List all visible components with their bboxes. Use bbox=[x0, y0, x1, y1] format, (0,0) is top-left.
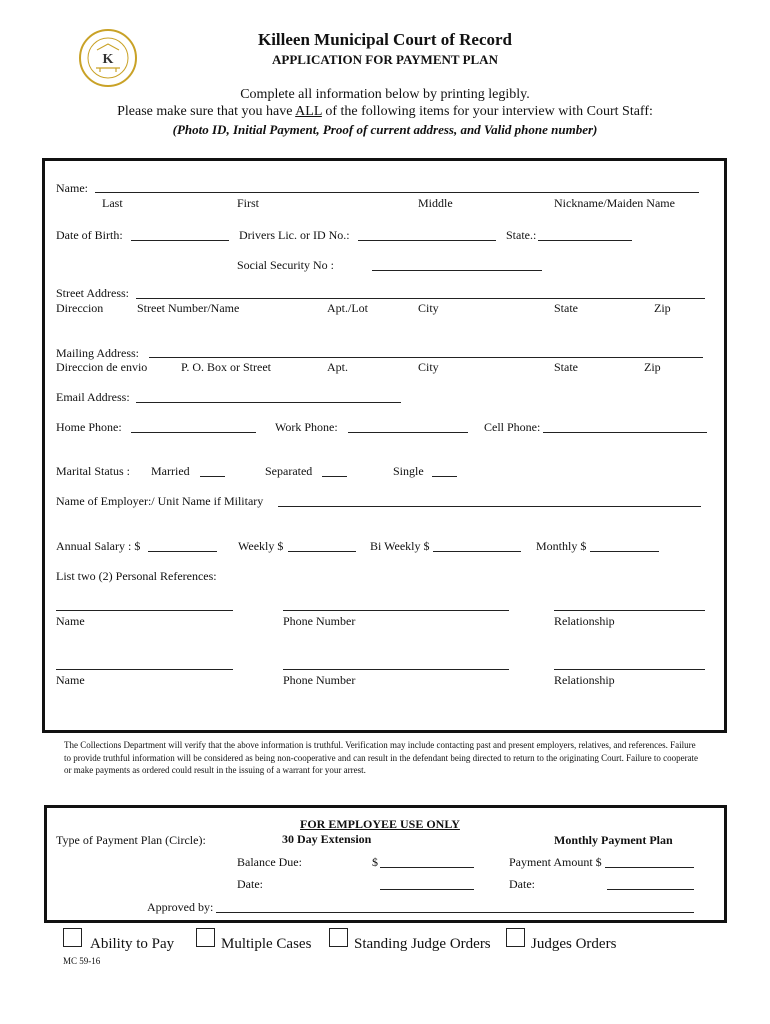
ref2-relationship-field[interactable] bbox=[554, 669, 705, 670]
cell-phone-field[interactable] bbox=[543, 432, 707, 433]
payment-amount-field[interactable] bbox=[605, 867, 694, 868]
date-label-left: Date: bbox=[237, 877, 263, 891]
mailing-sub-apt: Apt. bbox=[327, 360, 348, 374]
name-field[interactable] bbox=[95, 192, 699, 193]
single-field[interactable] bbox=[432, 476, 457, 477]
biweekly-field[interactable] bbox=[433, 551, 521, 552]
employer-field[interactable] bbox=[278, 506, 701, 507]
ref2-phone-field[interactable] bbox=[283, 669, 509, 670]
street-label: Street Address: bbox=[56, 286, 129, 300]
married-label: Married bbox=[151, 464, 190, 478]
separated-field[interactable] bbox=[322, 476, 347, 477]
name-sub-last: Last bbox=[102, 196, 123, 210]
work-phone-label: Work Phone: bbox=[275, 420, 338, 434]
approved-by-field[interactable] bbox=[216, 912, 694, 913]
state-field[interactable] bbox=[538, 240, 632, 241]
ref1-relationship-sub: Relationship bbox=[554, 614, 615, 628]
cell-phone-label: Cell Phone: bbox=[484, 420, 541, 434]
form-subtitle: APPLICATION FOR PAYMENT PLAN bbox=[272, 52, 498, 67]
employee-use-title: FOR EMPLOYEE USE ONLY bbox=[300, 817, 460, 831]
mailing-sub-state: State bbox=[554, 360, 578, 374]
married-field[interactable] bbox=[200, 476, 225, 477]
employer-label: Name of Employer:/ Unit Name if Military bbox=[56, 494, 264, 508]
monthly-field[interactable] bbox=[590, 551, 659, 552]
state-label: State.: bbox=[506, 228, 537, 242]
home-phone-label: Home Phone: bbox=[56, 420, 122, 434]
balance-due-field[interactable] bbox=[380, 867, 474, 868]
judges-orders-label: Judges Orders bbox=[531, 936, 617, 952]
single-label: Single bbox=[393, 464, 424, 478]
svg-text:K: K bbox=[102, 52, 114, 67]
ref2-phone-sub: Phone Number bbox=[283, 673, 356, 687]
court-name: Killeen Municipal Court of Record bbox=[257, 30, 513, 49]
email-field[interactable] bbox=[136, 402, 401, 403]
judges-orders-checkbox[interactable] bbox=[506, 928, 525, 947]
name-sub-nickname: Nickname/Maiden Name bbox=[554, 196, 675, 210]
street-sub-number: Street Number/Name bbox=[137, 301, 240, 315]
separated-label: Separated bbox=[265, 464, 313, 478]
mailing-label: Mailing Address: bbox=[56, 346, 139, 360]
ref1-phone-field[interactable] bbox=[283, 610, 509, 611]
ability-to-pay-checkbox[interactable] bbox=[63, 928, 82, 947]
ref2-name-sub: Name bbox=[56, 673, 85, 687]
applicant-info-box bbox=[42, 158, 727, 733]
street-sub-direccion: Direccion bbox=[56, 301, 104, 315]
ability-to-pay-label: Ability to Pay bbox=[90, 936, 175, 952]
name-sub-middle: Middle bbox=[418, 196, 453, 210]
dob-label: Date of Birth: bbox=[56, 228, 123, 242]
dl-label: Drivers Lic. or ID No.: bbox=[239, 228, 350, 242]
date-field-left[interactable] bbox=[380, 889, 474, 890]
dob-field[interactable] bbox=[131, 240, 229, 241]
ref1-relationship-field[interactable] bbox=[554, 610, 705, 611]
street-field[interactable] bbox=[136, 298, 705, 299]
approved-by-label: Approved by: bbox=[147, 900, 214, 914]
mailing-sub-zip: Zip bbox=[644, 360, 661, 374]
dl-field[interactable] bbox=[358, 240, 496, 241]
date-label-right: Date: bbox=[509, 877, 535, 891]
home-phone-field[interactable] bbox=[131, 432, 256, 433]
instruction-line-1: Complete all information below by printing legibly. bbox=[240, 87, 530, 102]
balance-due-label: Balance Due: bbox=[237, 855, 302, 869]
weekly-field[interactable] bbox=[288, 551, 356, 552]
standing-judge-orders-checkbox[interactable] bbox=[329, 928, 348, 947]
work-phone-field[interactable] bbox=[348, 432, 468, 433]
email-label: Email Address: bbox=[56, 390, 130, 404]
monthly-payment-plan[interactable]: Monthly Payment Plan bbox=[554, 833, 673, 847]
references-label: List two (2) Personal References: bbox=[56, 569, 217, 583]
ref1-name-field[interactable] bbox=[56, 610, 233, 611]
street-sub-state: State bbox=[554, 301, 578, 315]
multiple-cases-label: Multiple Cases bbox=[221, 936, 312, 952]
mailing-sub-pobox: P. O. Box or Street bbox=[181, 360, 271, 374]
instruction-line-2: Please make sure that you have ALL of the following items for your interview with Court Staff: bbox=[117, 104, 653, 119]
multiple-cases-checkbox[interactable] bbox=[196, 928, 215, 947]
mailing-sub-city: City bbox=[418, 360, 439, 374]
payment-amount-label: Payment Amount $ bbox=[509, 855, 602, 869]
annual-salary-field[interactable] bbox=[148, 551, 217, 552]
street-sub-zip: Zip bbox=[654, 301, 671, 315]
biweekly-label: Bi Weekly $ bbox=[370, 539, 430, 553]
ref2-relationship-sub: Relationship bbox=[554, 673, 615, 687]
ssn-label: Social Security No : bbox=[237, 258, 334, 272]
standing-judge-orders-label: Standing Judge Orders bbox=[354, 936, 491, 952]
name-sub-first: First bbox=[237, 196, 260, 210]
ref2-name-field[interactable] bbox=[56, 669, 233, 670]
weekly-label: Weekly $ bbox=[238, 539, 284, 553]
marital-label: Marital Status : bbox=[56, 464, 130, 478]
payment-type-label: Type of Payment Plan (Circle): bbox=[56, 833, 206, 847]
date-field-right[interactable] bbox=[607, 889, 694, 890]
mailing-sub-direccion: Direccion de envio bbox=[56, 360, 148, 374]
disclaimer-text: The Collections Department will verify that the above information is truthful. Verification may include contacting past and present employers, relatives, and references. Failure to provide truthful information will be considered as being non-cooperative and can result in the defendant being directed to return to the originating Court. Failure to cooperate or make payments as ordered could result in the issuing of a warrant for your arrest. bbox=[64, 740, 699, 775]
street-sub-apt: Apt./Lot bbox=[327, 301, 368, 315]
mailing-field[interactable] bbox=[149, 357, 703, 358]
street-sub-city: City bbox=[418, 301, 439, 315]
balance-dollar: $ bbox=[372, 855, 378, 869]
instruction-line-3: (Photo ID, Initial Payment, Proof of current address, and Valid phone number) bbox=[172, 122, 598, 137]
form-number: MC 59-16 bbox=[63, 956, 101, 966]
ref1-name-sub: Name bbox=[56, 614, 85, 628]
monthly-label: Monthly $ bbox=[536, 539, 587, 553]
thirty-day-extension[interactable]: 30 Day Extension bbox=[282, 832, 372, 846]
ssn-field[interactable] bbox=[372, 270, 542, 271]
name-label: Name: bbox=[56, 181, 88, 195]
annual-salary-label: Annual Salary : $ bbox=[56, 539, 141, 553]
ref1-phone-sub: Phone Number bbox=[283, 614, 356, 628]
